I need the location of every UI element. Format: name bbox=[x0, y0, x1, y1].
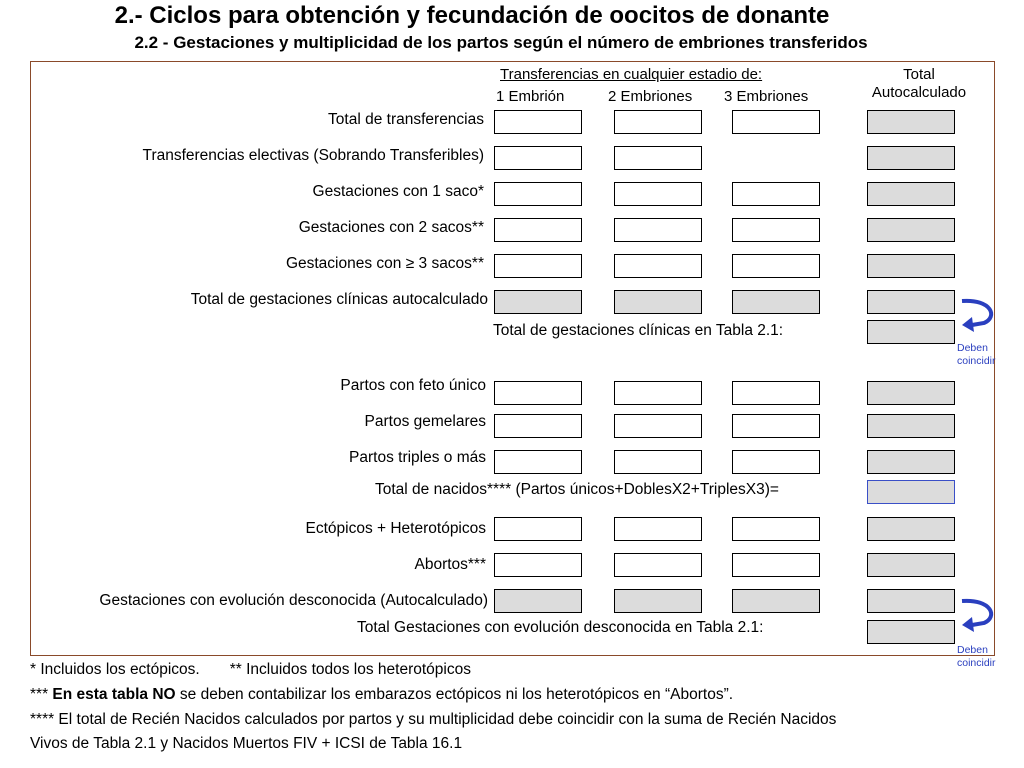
input-gestaciones-3-sacos-total[interactable] bbox=[867, 254, 955, 278]
page-subtitle: 2.2 - Gestaciones y multiplicidad de los partos según el número de embriones transferidos bbox=[134, 33, 868, 52]
row-label-partos-triples: Partos triples o más bbox=[349, 449, 486, 466]
header-col1: 1 Embrión bbox=[496, 88, 565, 105]
row-label-total-desconocida-tabla: Total Gestaciones con evolución desconocida en Tabla 2.1: bbox=[357, 619, 764, 636]
input-gestaciones-2-sacos-1emb[interactable] bbox=[494, 218, 582, 242]
input-ectopicos-total[interactable] bbox=[867, 517, 955, 541]
input-total-transferencias-3emb[interactable] bbox=[732, 110, 820, 134]
header-col2: 2 Embriones bbox=[608, 88, 693, 105]
row-label-abortos: Abortos*** bbox=[414, 556, 486, 573]
input-partos-feto-unico-total[interactable] bbox=[867, 381, 955, 405]
input-gestaciones-2-sacos-3emb[interactable] bbox=[732, 218, 820, 242]
row-label-total-gestaciones-clinicas: Total de gestaciones clínicas autocalculado bbox=[190, 291, 488, 308]
input-total-nacidos[interactable] bbox=[867, 480, 955, 504]
input-gestaciones-1-saco-2emb[interactable] bbox=[614, 182, 702, 206]
input-gestaciones-2-sacos-total[interactable] bbox=[867, 218, 955, 242]
row-label-total-gestaciones-tabla: Total de gestaciones clínicas en Tabla 2.1: bbox=[493, 322, 784, 339]
input-total-gestaciones-total[interactable] bbox=[867, 290, 955, 314]
curved-arrow-icon bbox=[958, 597, 998, 637]
input-ectopicos-2emb[interactable] bbox=[614, 517, 702, 541]
input-transferencias-electivas-1emb[interactable] bbox=[494, 146, 582, 170]
input-desconocida-total[interactable] bbox=[867, 589, 955, 613]
input-partos-triples-total[interactable] bbox=[867, 450, 955, 474]
row-label-gestaciones-1-saco: Gestaciones con 1 saco* bbox=[312, 183, 484, 200]
footnote-2: *** En esta tabla NO se deben contabilizar los embarazos ectópicos ni los heterotópicos en “Abortos”. bbox=[30, 686, 734, 703]
input-partos-triples-3emb[interactable] bbox=[732, 450, 820, 474]
input-abortos-3emb[interactable] bbox=[732, 553, 820, 577]
input-abortos-total[interactable] bbox=[867, 553, 955, 577]
row-label-partos-feto-unico: Partos con feto único bbox=[340, 377, 486, 394]
row-label-ectopicos: Ectópicos + Heterotópicos bbox=[305, 520, 486, 537]
input-gestaciones-3-sacos-2emb[interactable] bbox=[614, 254, 702, 278]
row-label-total-transferencias: Total de transferencias bbox=[328, 111, 484, 128]
input-gestaciones-2-sacos-2emb[interactable] bbox=[614, 218, 702, 242]
footnote-3: **** El total de Recién Nacidos calculados por partos y su multiplicidad debe coincidir con la suma de Recién Nacidos bbox=[30, 711, 837, 728]
deben-coincidir-label-1: Deben coincidir bbox=[957, 342, 996, 367]
header-total: Total Autocalculado bbox=[871, 66, 967, 101]
input-total-gestaciones-1emb[interactable] bbox=[494, 290, 582, 314]
input-desconocida-tabla[interactable] bbox=[867, 620, 955, 644]
deben-coincidir-label-2: Deben coincidir bbox=[957, 644, 996, 669]
row-label-gestaciones-desconocida: Gestaciones con evolución desconocida (Autocalculado) bbox=[99, 592, 488, 609]
input-partos-triples-1emb[interactable] bbox=[494, 450, 582, 474]
input-total-gestaciones-tabla[interactable] bbox=[867, 320, 955, 344]
input-gestaciones-1-saco-3emb[interactable] bbox=[732, 182, 820, 206]
input-desconocida-3emb[interactable] bbox=[732, 589, 820, 613]
input-total-transferencias-2emb[interactable] bbox=[614, 110, 702, 134]
input-gestaciones-3-sacos-3emb[interactable] bbox=[732, 254, 820, 278]
input-partos-gemelares-2emb[interactable] bbox=[614, 414, 702, 438]
curved-arrow-icon bbox=[958, 297, 998, 337]
input-ectopicos-3emb[interactable] bbox=[732, 517, 820, 541]
input-total-gestaciones-3emb[interactable] bbox=[732, 290, 820, 314]
row-label-gestaciones-3-sacos: Gestaciones con ≥ 3 sacos** bbox=[285, 255, 484, 272]
input-ectopicos-1emb[interactable] bbox=[494, 517, 582, 541]
row-label-total-nacidos: Total de nacidos**** (Partos únicos+DoblesX2+TriplesX3)= bbox=[375, 481, 779, 498]
input-desconocida-2emb[interactable] bbox=[614, 589, 702, 613]
row-label-transferencias-electivas: Transferencias electivas (Sobrando Transferibles) bbox=[142, 147, 484, 164]
row-label-gestaciones-2-sacos: Gestaciones con 2 sacos** bbox=[298, 219, 484, 236]
header-group-label: Transferencias en cualquier estadio de: bbox=[500, 66, 763, 83]
input-partos-feto-unico-2emb[interactable] bbox=[614, 381, 702, 405]
input-partos-feto-unico-3emb[interactable] bbox=[732, 381, 820, 405]
input-abortos-1emb[interactable] bbox=[494, 553, 582, 577]
page-title: 2.- Ciclos para obtención y fecundación de oocitos de donante bbox=[114, 2, 830, 29]
input-partos-gemelares-total[interactable] bbox=[867, 414, 955, 438]
input-transferencias-electivas-2emb[interactable] bbox=[614, 146, 702, 170]
input-abortos-2emb[interactable] bbox=[614, 553, 702, 577]
input-partos-gemelares-1emb[interactable] bbox=[494, 414, 582, 438]
input-desconocida-1emb[interactable] bbox=[494, 589, 582, 613]
input-gestaciones-1-saco-total[interactable] bbox=[867, 182, 955, 206]
input-partos-feto-unico-1emb[interactable] bbox=[494, 381, 582, 405]
input-partos-gemelares-3emb[interactable] bbox=[732, 414, 820, 438]
input-total-gestaciones-2emb[interactable] bbox=[614, 290, 702, 314]
input-gestaciones-1-saco-1emb[interactable] bbox=[494, 182, 582, 206]
input-gestaciones-3-sacos-1emb[interactable] bbox=[494, 254, 582, 278]
input-partos-triples-2emb[interactable] bbox=[614, 450, 702, 474]
input-transferencias-electivas-total[interactable] bbox=[867, 146, 955, 170]
footnote-1: * Incluidos los ectópicos. ** Incluidos todos los heterotópicos bbox=[30, 661, 471, 678]
header-col3: 3 Embriones bbox=[724, 88, 809, 105]
input-total-transferencias-1emb[interactable] bbox=[494, 110, 582, 134]
footnote-4: Vivos de Tabla 2.1 y Nacidos Muertos FIV + ICSI de Tabla 16.1 bbox=[30, 735, 463, 752]
input-total-transferencias-total[interactable] bbox=[867, 110, 955, 134]
row-label-partos-gemelares: Partos gemelares bbox=[364, 413, 486, 430]
